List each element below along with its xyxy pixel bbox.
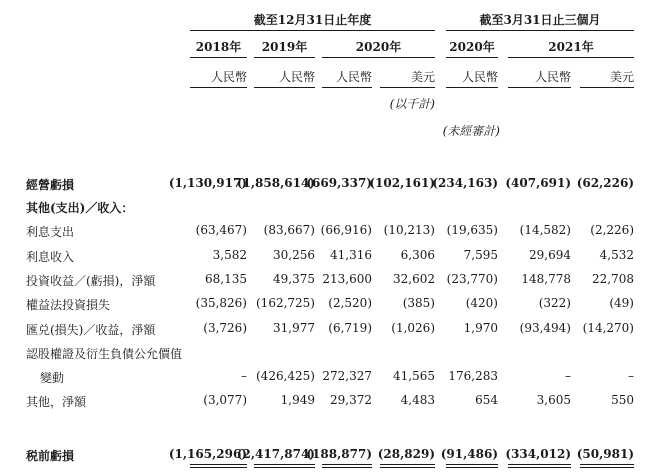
table-cell: 176,283 xyxy=(448,369,498,383)
table-cell: – xyxy=(628,369,634,383)
table-cell: (1,858,614) xyxy=(236,176,315,190)
row-label-warrant-fv: 認股權證及衍生負債公允價值 xyxy=(26,347,183,361)
group-header-annual: 截至12月31日止年度 xyxy=(253,13,372,27)
table-cell: (188,877) xyxy=(306,447,372,461)
total-rule xyxy=(580,467,634,468)
row-label-investment-gain: 投資收益／(虧損)，淨額 xyxy=(26,274,156,288)
group-rule-quarterly xyxy=(446,30,634,31)
table-cell: (14,582) xyxy=(519,223,571,237)
total-rule xyxy=(380,464,435,465)
currency-header: 美元 xyxy=(609,70,634,84)
table-cell: (28,829) xyxy=(377,447,435,461)
table-cell: (6,719) xyxy=(328,321,372,335)
currency-rule xyxy=(322,87,372,88)
table-cell: (420) xyxy=(465,296,498,310)
table-cell: (50,981) xyxy=(576,447,634,461)
total-rule xyxy=(508,464,571,465)
total-rule xyxy=(254,464,315,465)
year-header-2021-q1: 2021年 xyxy=(548,40,594,54)
currency-rule xyxy=(508,87,571,88)
table-cell: 4,483 xyxy=(400,393,435,407)
total-rule xyxy=(446,467,498,468)
table-cell: 550 xyxy=(611,393,634,407)
total-rule xyxy=(190,467,247,468)
total-rule xyxy=(190,464,247,465)
currency-rule xyxy=(580,87,634,88)
table-cell: (3,726) xyxy=(203,321,247,335)
currency-header: 人民幣 xyxy=(278,70,315,84)
table-cell: (2,417,874) xyxy=(236,447,315,461)
table-cell: (91,486) xyxy=(440,447,498,461)
table-cell: (23,770) xyxy=(446,272,498,286)
table-cell: (407,691) xyxy=(505,176,571,190)
total-rule xyxy=(580,464,634,465)
table-cell: 68,135 xyxy=(205,272,247,286)
row-label-fx: 匯兑(損失)／收益，淨額 xyxy=(26,323,156,337)
table-cell: (234,163) xyxy=(432,176,498,190)
table-cell: 41,565 xyxy=(393,369,435,383)
currency-rule xyxy=(380,87,435,88)
year-rule xyxy=(190,57,247,58)
table-cell: – xyxy=(565,369,571,383)
currency-rule xyxy=(190,87,247,88)
currency-header: 人民幣 xyxy=(210,70,247,84)
table-cell: 1,970 xyxy=(463,321,498,335)
table-cell: 213,600 xyxy=(322,272,372,286)
year-header-2018: 2018年 xyxy=(195,40,242,54)
table-cell: 1,949 xyxy=(280,393,315,407)
row-label-equity-method-loss: 權益法投資損失 xyxy=(26,298,111,312)
table-cell: 148,778 xyxy=(521,272,571,286)
group-rule-annual xyxy=(190,30,435,31)
year-header-2020-q1: 2020年 xyxy=(449,40,495,54)
table-cell: 31,977 xyxy=(273,321,315,335)
table-cell: 3,605 xyxy=(536,393,571,407)
table-cell: 3,582 xyxy=(212,248,247,262)
table-cell: (162,725) xyxy=(256,296,315,310)
table-cell: 22,708 xyxy=(592,272,634,286)
table-cell: (385) xyxy=(402,296,435,310)
table-cell: (63,467) xyxy=(195,223,247,237)
table-cell: (93,494) xyxy=(519,321,571,335)
total-rule xyxy=(508,467,571,468)
table-cell: – xyxy=(241,369,247,383)
table-cell: (2,226) xyxy=(590,223,634,237)
table-cell: 49,375 xyxy=(273,272,315,286)
row-label-pretax-loss: 税前虧損 xyxy=(26,449,75,463)
table-cell: (2,520) xyxy=(328,296,372,310)
table-cell: 4,532 xyxy=(599,248,634,262)
currency-header: 人民幣 xyxy=(461,70,498,84)
table-cell: 41,316 xyxy=(330,248,372,262)
table-cell: (1,165,296) xyxy=(168,447,247,461)
table-cell: 30,256 xyxy=(273,248,315,262)
total-rule xyxy=(322,467,372,468)
table-cell: (83,667) xyxy=(263,223,315,237)
row-label-interest-expense: 利息支出 xyxy=(26,225,75,239)
currency-rule xyxy=(446,87,498,88)
currency-header: 美元 xyxy=(410,70,435,84)
table-cell: (35,826) xyxy=(195,296,247,310)
total-rule xyxy=(446,464,498,465)
table-cell: 654 xyxy=(475,393,498,407)
year-header-2020: 2020年 xyxy=(355,40,402,54)
year-rule xyxy=(446,57,498,58)
table-cell: 272,327 xyxy=(322,369,372,383)
currency-rule xyxy=(254,87,315,88)
total-rule xyxy=(322,464,372,465)
unaudited-note: (未經審計) xyxy=(442,124,500,138)
year-rule xyxy=(254,57,315,58)
currency-header: 人民幣 xyxy=(335,70,372,84)
row-label-other-net: 其他，淨額 xyxy=(26,395,87,409)
table-cell: (3,077) xyxy=(203,393,247,407)
table-cell: (49) xyxy=(609,296,634,310)
table-cell: (669,337) xyxy=(306,176,372,190)
total-rule xyxy=(380,467,435,468)
row-label-operating-loss: 經營虧損 xyxy=(26,178,75,192)
table-cell: (1,130,917) xyxy=(168,176,247,190)
table-cell: (1,026) xyxy=(391,321,435,335)
table-cell: (426,425) xyxy=(256,369,315,383)
total-rule xyxy=(254,467,315,468)
table-cell: (334,012) xyxy=(505,447,571,461)
table-cell: 6,306 xyxy=(400,248,435,262)
group-header-quarterly: 截至3月31日止三個月 xyxy=(479,13,601,27)
table-cell: (66,916) xyxy=(320,223,372,237)
table-cell: (322) xyxy=(538,296,571,310)
table-cell: (10,213) xyxy=(383,223,435,237)
row-label-interest-income: 利息收入 xyxy=(26,250,75,264)
currency-header: 人民幣 xyxy=(534,70,571,84)
table-cell: 7,595 xyxy=(463,248,498,262)
table-cell: (19,635) xyxy=(446,223,498,237)
unit-note: (以千計) xyxy=(389,97,435,111)
table-cell: 32,602 xyxy=(393,272,435,286)
row-label-warrant-fv-change: 變動 xyxy=(40,371,65,385)
table-cell: (62,226) xyxy=(576,176,634,190)
table-cell: 29,694 xyxy=(529,248,571,262)
year-rule xyxy=(508,57,634,58)
year-rule xyxy=(322,57,435,58)
table-cell: (102,161) xyxy=(369,176,435,190)
year-header-2019: 2019年 xyxy=(261,40,308,54)
table-cell: 29,372 xyxy=(330,393,372,407)
row-label-other-section: 其他(支出)／收入： xyxy=(26,201,134,215)
table-cell: (14,270) xyxy=(582,321,634,335)
